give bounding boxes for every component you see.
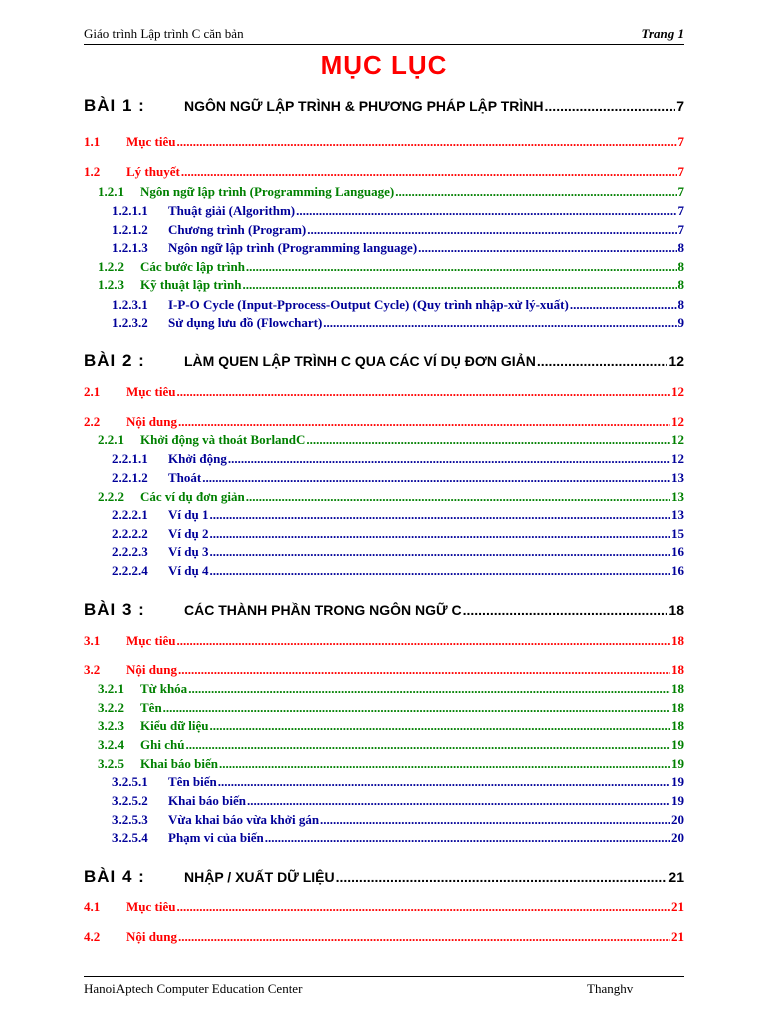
- toc-entry[interactable]: [84, 544, 684, 560]
- toc-entry[interactable]: [84, 929, 684, 945]
- toc-entry[interactable]: [84, 681, 684, 697]
- toc-entry-number: 4.2: [84, 929, 101, 944]
- toc-entry[interactable]: [84, 315, 684, 331]
- toc-entry-title: Từ khóa: [140, 681, 188, 696]
- toc-entry[interactable]: [84, 812, 684, 828]
- toc-entry-page: 16: [671, 544, 684, 559]
- toc-entry-title: Khởi động: [168, 451, 227, 466]
- toc-entry-page: 13: [671, 470, 684, 485]
- footer-author: Thanghv: [587, 981, 634, 996]
- toc-entry-page: 8: [677, 259, 684, 274]
- toc-entry-page: 8: [677, 240, 684, 255]
- toc-entry[interactable]: [84, 470, 684, 486]
- toc-entry-number: 1.2.1.2: [112, 222, 148, 237]
- toc-entry-number: 3.2.5.1: [112, 774, 148, 789]
- toc-entry-page: 8: [677, 297, 684, 312]
- toc-entry[interactable]: [84, 526, 684, 542]
- toc-leader-dots: [181, 164, 677, 180]
- toc-entry[interactable]: [84, 432, 684, 448]
- toc-entry-page: 12: [671, 451, 684, 466]
- toc-entry[interactable]: [84, 297, 684, 313]
- toc-leader-dots: [178, 414, 670, 430]
- toc-entry[interactable]: [84, 700, 684, 716]
- toc-leader-dots: [395, 184, 676, 200]
- toc-entry-page: 12: [671, 414, 684, 429]
- toc-entry[interactable]: [84, 277, 684, 293]
- toc-entry-title: Mục tiêu: [126, 899, 176, 914]
- header-doc-title: Giáo trình Lập trình C căn bản: [84, 26, 244, 41]
- toc-entry[interactable]: [84, 451, 684, 467]
- toc-leader-dots: [202, 470, 670, 486]
- toc-leader-dots: [176, 384, 670, 400]
- toc-entry-page: 7: [677, 222, 684, 237]
- toc-entry-number: 2.2: [84, 414, 101, 429]
- toc-entry[interactable]: [84, 414, 684, 430]
- toc-entry-title: Ngôn ngữ lập trình (Programming language): [168, 240, 418, 255]
- toc-entry-page: 7: [677, 164, 684, 179]
- toc-entry[interactable]: [84, 384, 684, 400]
- toc-entry-title: Nội dung: [126, 414, 177, 429]
- toc-entry-number: 2.2.2.3: [112, 544, 148, 559]
- toc-entry[interactable]: [84, 793, 684, 809]
- toc-leader-dots: [219, 756, 670, 772]
- toc-leader-dots: [185, 737, 670, 753]
- toc-leader-dots: [323, 315, 676, 331]
- toc-entry-number: 2.2.2.2: [112, 526, 148, 541]
- toc-entry[interactable]: [84, 507, 684, 523]
- toc-entry-page: 18: [671, 662, 684, 677]
- toc-entry[interactable]: [84, 633, 684, 649]
- toc-entry-number: 2.1: [84, 384, 101, 399]
- toc-entry-title: Kỹ thuật lập trình: [140, 277, 242, 292]
- toc-leader-dots: [163, 700, 670, 716]
- toc-entry[interactable]: [84, 563, 684, 579]
- toc-leader-dots: [176, 633, 670, 649]
- toc-entry-page: 13: [671, 489, 684, 504]
- toc-entry-title: Mục tiêu: [126, 134, 176, 149]
- toc-leader-dots: [176, 899, 670, 915]
- toc-entry-number: 3.2.5.2: [112, 793, 148, 808]
- toc-leader-dots: [265, 830, 670, 846]
- toc-entry-title: Các ví dụ đơn giản: [140, 489, 245, 504]
- toc-entry-title: Nội dung: [126, 662, 177, 677]
- toc-entry-page: 19: [671, 774, 684, 789]
- toc-leader-dots: [209, 526, 670, 542]
- toc-entry-number: 2.2.2.4: [112, 563, 148, 578]
- toc-entry-page: 13: [671, 507, 684, 522]
- toc-entry-title: Sử dụng lưu đồ (Flowchart): [168, 315, 323, 330]
- toc-entry-page: 8: [677, 277, 684, 292]
- toc-leader-dots: [320, 812, 670, 828]
- toc-entry-title: Kiểu dữ liệu: [140, 718, 209, 733]
- toc-entry-title: Phạm vi của biến: [168, 830, 264, 845]
- toc-entry-title: I-P-O Cycle (Input-Pprocess-Output Cycle) (Quy trình nhập-xử lý-xuất): [168, 297, 569, 312]
- toc-entry-page: 18: [671, 718, 684, 733]
- toc-leader-dots: [570, 297, 677, 313]
- toc-entry[interactable]: [84, 240, 684, 256]
- page-header: [84, 26, 684, 45]
- toc-entry[interactable]: [84, 259, 684, 275]
- toc-leader-dots: [306, 432, 670, 448]
- toc-entry-page: 19: [671, 737, 684, 752]
- toc-entry-number: BÀI 1 :: [84, 96, 145, 115]
- toc-entry[interactable]: [84, 489, 684, 505]
- toc-entry[interactable]: [84, 134, 684, 150]
- toc-entry[interactable]: [84, 899, 684, 915]
- toc-entry[interactable]: [84, 830, 684, 846]
- toc-entry-page: 9: [677, 315, 684, 330]
- toc-entry-page: 7: [677, 184, 684, 199]
- toc-entry-number: 1.2.1.1: [112, 203, 148, 218]
- toc-entry-title: Ví dụ 4: [168, 563, 209, 578]
- toc-entry-number: 1.2.3: [98, 277, 124, 292]
- toc-entry[interactable]: [84, 718, 684, 734]
- toc-leader-dots: [209, 507, 670, 523]
- toc-leader-dots: [188, 681, 670, 697]
- toc-entry-page: 20: [671, 830, 684, 845]
- toc-entry-number: 2.2.1.2: [112, 470, 148, 485]
- toc-entry-number: 3.1: [84, 633, 101, 648]
- toc-leader-dots: [246, 259, 677, 275]
- toc-entry-title: Vừa khai báo vừa khởi gán: [168, 812, 320, 827]
- toc-entry-page: 21: [671, 929, 684, 944]
- toc-entry-page: 18: [671, 681, 684, 696]
- toc-entry-page: 12: [671, 384, 684, 399]
- toc-entry-title: Mục tiêu: [126, 384, 176, 399]
- toc-leader-dots: [209, 544, 670, 560]
- toc-entry-page: 21: [671, 899, 684, 914]
- toc-entry-title: Tên biến: [168, 774, 217, 789]
- toc-entry[interactable]: [84, 774, 684, 790]
- toc-entry-title: NGÔN NGỮ LẬP TRÌNH & PHƯƠNG PHÁP LẬP TRÌNH: [184, 98, 544, 114]
- toc-leader-dots: [545, 98, 676, 114]
- toc-entry-title: LÀM QUEN LẬP TRÌNH C QUA CÁC VÍ DỤ ĐƠN GIẢN: [184, 353, 536, 369]
- toc-entry-number: BÀI 2 :: [84, 351, 145, 370]
- toc-leader-dots: [176, 134, 676, 150]
- toc-entry-number: 4.1: [84, 899, 101, 914]
- toc-leader-dots: [336, 869, 668, 885]
- toc-entry-title: Mục tiêu: [126, 633, 176, 648]
- toc-entry-number: 3.2.3: [98, 718, 124, 733]
- toc-leader-dots: [228, 451, 670, 467]
- toc-entry-title: Chương trình (Program): [168, 222, 307, 237]
- toc-entry[interactable]: [84, 96, 684, 116]
- toc-entry[interactable]: [84, 351, 684, 371]
- toc-entry-number: 2.2.1: [98, 432, 124, 447]
- toc-entry-number: 1.2.3.2: [112, 315, 148, 330]
- toc-entry-page: 15: [671, 526, 684, 541]
- toc-entry-title: Lý thuyết: [126, 164, 180, 179]
- toc-entry-title: Khởi động và thoát BorlandC: [140, 432, 306, 447]
- toc-entry-page: 12: [671, 432, 684, 447]
- toc-entry-page: 16: [671, 563, 684, 578]
- toc-entry[interactable]: [84, 600, 684, 620]
- toc-leader-dots: [178, 662, 670, 678]
- toc-entry-page: 12: [668, 353, 684, 369]
- toc-entry-page: 19: [671, 793, 684, 808]
- toc-entry-title: Tên: [140, 700, 162, 715]
- footer-organization: HanoiAptech Computer Education Center: [84, 981, 303, 996]
- toc-entry[interactable]: [84, 184, 684, 200]
- toc-entry-page: 21: [668, 869, 684, 885]
- toc-entry-title: Ghi chú: [140, 737, 185, 752]
- toc-leader-dots: [218, 774, 670, 790]
- toc-entry-number: 2.2.1.1: [112, 451, 148, 466]
- toc-entry[interactable]: [84, 203, 684, 219]
- toc-entry-number: 3.2.5.3: [112, 812, 148, 827]
- toc-entry-number: 1.2.2: [98, 259, 124, 274]
- toc-entry[interactable]: [84, 662, 684, 678]
- toc-entry-number: 3.2.5.4: [112, 830, 148, 845]
- header-page-number: Trang 1: [641, 26, 684, 41]
- toc-entry-number: 1.2.3.1: [112, 297, 148, 312]
- toc-entry-title: Ví dụ 1: [168, 507, 209, 522]
- toc-entry-number: 1.2: [84, 164, 101, 179]
- toc-entry-title: Nội dung: [126, 929, 177, 944]
- toc-entry-number: 3.2.2: [98, 700, 124, 715]
- toc-entry-number: 2.2.2: [98, 489, 124, 504]
- toc-entry-number: 1.2.1: [98, 184, 124, 199]
- toc-entry-number: BÀI 4 :: [84, 867, 145, 886]
- toc-entry-number: BÀI 3 :: [84, 600, 145, 619]
- toc-leader-dots: [537, 353, 668, 369]
- page-title: MỤC LỤC: [320, 50, 448, 80]
- toc-entry[interactable]: [84, 867, 684, 887]
- toc-entry-title: Ví dụ 2: [168, 526, 209, 541]
- toc-entry-title: Khai báo biến: [168, 793, 247, 808]
- toc-leader-dots: [209, 563, 670, 579]
- toc-entry-number: 1.2.1.3: [112, 240, 148, 255]
- toc-entry-page: 7: [677, 134, 684, 149]
- toc-leader-dots: [463, 602, 668, 618]
- toc-leader-dots: [178, 929, 670, 945]
- toc-entry-title: Thuật giải (Algorithm): [168, 203, 296, 218]
- toc-entry-title: Khai báo biến: [140, 756, 219, 771]
- toc-entry[interactable]: [84, 756, 684, 772]
- toc-entry-title: Các bước lập trình: [140, 259, 245, 274]
- toc-entry-page: 18: [671, 700, 684, 715]
- toc-entry-number: 3.2: [84, 662, 101, 677]
- toc-entry-page: 18: [668, 602, 684, 618]
- toc-entry-title: Ví dụ 3: [168, 544, 209, 559]
- toc-entry-page: 7: [677, 203, 684, 218]
- toc-entry-number: 3.2.4: [98, 737, 124, 752]
- toc-entry[interactable]: [84, 222, 684, 238]
- toc-leader-dots: [296, 203, 676, 219]
- toc-leader-dots: [247, 793, 670, 809]
- toc-leader-dots: [243, 277, 677, 293]
- toc-entry-number: 1.1: [84, 134, 101, 149]
- page-footer: [84, 976, 684, 996]
- toc-entry[interactable]: [84, 737, 684, 753]
- toc-entry-title: CÁC THÀNH PHẦN TRONG NGÔN NGỮ C: [184, 602, 462, 618]
- toc-entry-page: 20: [671, 812, 684, 827]
- toc-leader-dots: [418, 240, 676, 256]
- toc-entry[interactable]: [84, 164, 684, 180]
- toc-entry-page: 18: [671, 633, 684, 648]
- toc-entry-page: 7: [676, 98, 684, 114]
- toc-entry-page: 19: [671, 756, 684, 771]
- toc-leader-dots: [246, 489, 670, 505]
- toc-entry-number: 3.2.1: [98, 681, 124, 696]
- toc-leader-dots: [307, 222, 676, 238]
- toc-entry-title: Ngôn ngữ lập trình (Programming Language): [140, 184, 395, 199]
- toc-entry-number: 2.2.2.1: [112, 507, 148, 522]
- toc-entry-title: NHẬP / XUẤT DỮ LIỆU: [184, 869, 335, 885]
- toc-entry-number: 3.2.5: [98, 756, 124, 771]
- toc-entry-title: Thoát: [168, 470, 202, 485]
- toc-leader-dots: [209, 718, 670, 734]
